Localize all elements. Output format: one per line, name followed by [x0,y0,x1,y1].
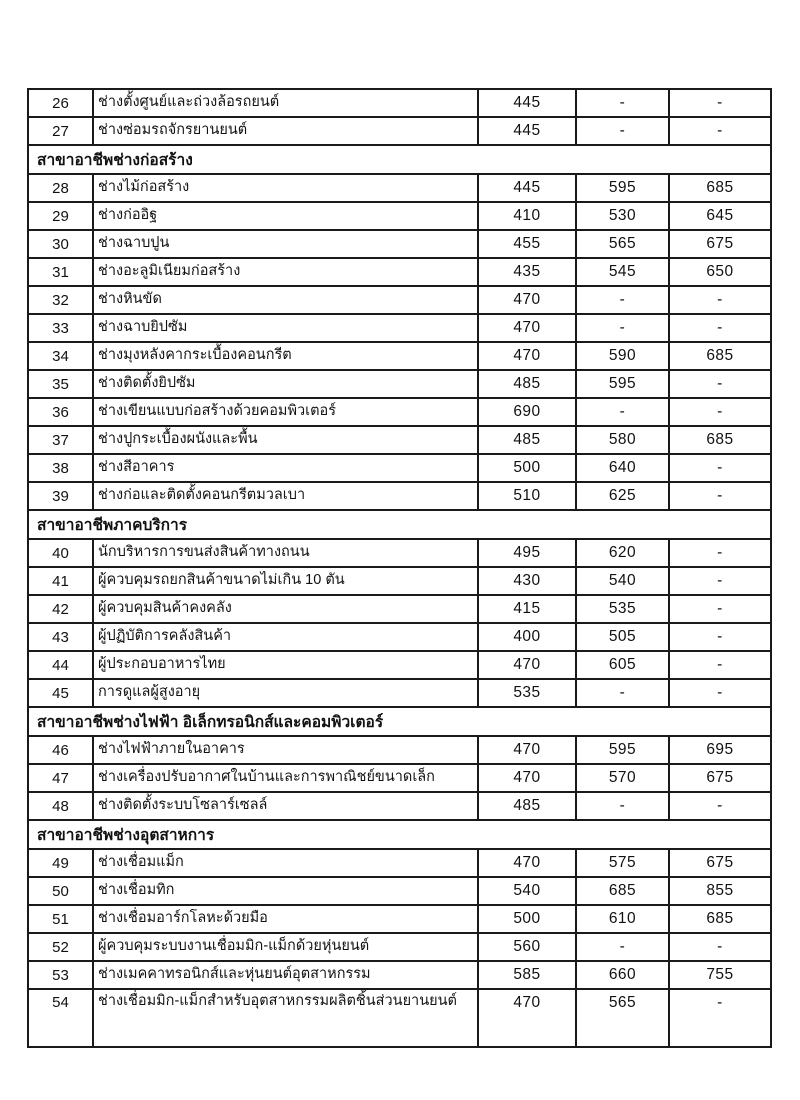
section-header: สาขาอาชีพช่างก่อสร้าง [28,145,771,174]
rate-level-3-cell: - [669,89,771,117]
rate-level-2-cell: 610 [576,905,669,933]
rate-level-2-cell: 685 [576,877,669,905]
rate-level-1-cell: 690 [478,398,576,426]
occupation-cell: ช่างก่อและติดตั้งคอนกรีตมวลเบา [93,482,478,510]
rate-level-2-cell: 530 [576,202,669,230]
occupation-cell: ช่างมุงหลังคากระเบื้องคอนกรีต [93,342,478,370]
occupation-cell: ช่างอะลูมิเนียมก่อสร้าง [93,258,478,286]
rate-level-2-cell: 535 [576,595,669,623]
table-row [28,651,771,679]
table-row [28,989,771,1047]
rate-level-2-cell: 565 [576,989,669,1047]
wage-rate-table [27,88,772,1048]
row-number-cell: 31 [28,258,93,286]
table-row [28,202,771,230]
occupation-cell: ช่างเชื่อมทิก [93,877,478,905]
wage-rate-table-body [28,89,771,1047]
occupation-cell: ช่างซ่อมรถจักรยานยนต์ [93,117,478,145]
occupation-cell: ช่างไม้ก่อสร้าง [93,174,478,202]
rate-level-3-cell: 755 [669,961,771,989]
row-number-cell: 32 [28,286,93,314]
table-row [28,764,771,792]
row-number-cell: 34 [28,342,93,370]
rate-level-1-cell: 445 [478,174,576,202]
rate-level-2-cell: 660 [576,961,669,989]
occupation-cell: ช่างเชื่อมแม็ก [93,849,478,877]
rate-level-3-cell: - [669,792,771,820]
rate-level-1-cell: 470 [478,314,576,342]
rate-level-3-cell: 650 [669,258,771,286]
table-row [28,286,771,314]
row-number-cell: 28 [28,174,93,202]
rate-level-3-cell: - [669,398,771,426]
row-number-cell: 41 [28,567,93,595]
rate-level-2-cell: 590 [576,342,669,370]
row-number-cell: 33 [28,314,93,342]
table-row [28,342,771,370]
table-row [28,398,771,426]
occupation-cell: ช่างหินขัด [93,286,478,314]
row-number-cell: 42 [28,595,93,623]
rate-level-3-cell: - [669,539,771,567]
occupation-cell: ช่างไฟฟ้าภายในอาคาร [93,736,478,764]
rate-level-1-cell: 445 [478,89,576,117]
rate-level-3-cell: 675 [669,849,771,877]
section-header-row [28,820,771,849]
rate-level-1-cell: 510 [478,482,576,510]
occupation-cell: ช่างเชื่อมอาร์กโลหะด้วยมือ [93,905,478,933]
rate-level-3-cell: - [669,595,771,623]
rate-level-3-cell: - [669,454,771,482]
rate-level-2-cell: 595 [576,370,669,398]
rate-level-2-cell: 565 [576,230,669,258]
rate-level-2-cell: 620 [576,539,669,567]
table-row [28,679,771,707]
rate-level-1-cell: 470 [478,849,576,877]
occupation-cell: ช่างเชื่อมมิก-แม็กสำหรับอุตสาหกรรมผลิตชิ้นส่วนยานยนต์ [93,989,478,1047]
occupation-cell: ช่างฉาบยิปซัม [93,314,478,342]
rate-level-1-cell: 415 [478,595,576,623]
rate-level-2-cell: - [576,792,669,820]
rate-level-2-cell: 575 [576,849,669,877]
rate-level-2-cell: - [576,89,669,117]
rate-level-2-cell: - [576,398,669,426]
rate-level-1-cell: 485 [478,370,576,398]
rate-level-1-cell: 400 [478,623,576,651]
rate-level-1-cell: 435 [478,258,576,286]
rate-level-1-cell: 495 [478,539,576,567]
occupation-cell: นักบริหารการขนส่งสินค้าทางถนน [93,539,478,567]
table-row [28,961,771,989]
section-header-row [28,510,771,539]
occupation-cell: ช่างตั้งศูนย์และถ่วงล้อรถยนต์ [93,89,478,117]
rate-level-3-cell: 675 [669,230,771,258]
row-number-cell: 26 [28,89,93,117]
rate-level-1-cell: 470 [478,342,576,370]
rate-level-3-cell: - [669,482,771,510]
rate-level-3-cell: - [669,989,771,1047]
rate-level-3-cell: - [669,117,771,145]
row-number-cell: 43 [28,623,93,651]
table-row [28,314,771,342]
section-header-row [28,145,771,174]
occupation-cell: ผู้ปฏิบัติการคลังสินค้า [93,623,478,651]
rate-level-2-cell: 570 [576,764,669,792]
row-number-cell: 53 [28,961,93,989]
table-row [28,370,771,398]
occupation-cell: ช่างเขียนแบบก่อสร้างด้วยคอมพิวเตอร์ [93,398,478,426]
rate-level-3-cell: - [669,370,771,398]
rate-level-2-cell: 545 [576,258,669,286]
rate-level-3-cell: 685 [669,174,771,202]
row-number-cell: 27 [28,117,93,145]
rate-level-3-cell: - [669,567,771,595]
rate-level-3-cell: 685 [669,342,771,370]
table-row [28,89,771,117]
rate-level-3-cell: 645 [669,202,771,230]
rate-level-3-cell: 685 [669,905,771,933]
rate-level-3-cell: - [669,286,771,314]
rate-level-3-cell: 855 [669,877,771,905]
row-number-cell: 44 [28,651,93,679]
section-header-row [28,707,771,736]
rate-level-3-cell: - [669,679,771,707]
rate-level-1-cell: 470 [478,651,576,679]
rate-level-2-cell: - [576,117,669,145]
rate-level-1-cell: 585 [478,961,576,989]
rate-level-1-cell: 410 [478,202,576,230]
rate-level-3-cell: 675 [669,764,771,792]
rate-level-3-cell: 695 [669,736,771,764]
row-number-cell: 36 [28,398,93,426]
table-row [28,623,771,651]
occupation-cell: ช่างก่ออิฐ [93,202,478,230]
rate-level-1-cell: 455 [478,230,576,258]
row-number-cell: 47 [28,764,93,792]
table-row [28,736,771,764]
rate-level-2-cell: 640 [576,454,669,482]
rate-level-2-cell: 580 [576,426,669,454]
rate-level-2-cell: 540 [576,567,669,595]
row-number-cell: 30 [28,230,93,258]
occupation-cell: ช่างติดตั้งระบบโซลาร์เซลล์ [93,792,478,820]
table-row [28,174,771,202]
occupation-cell: ช่างเมคคาทรอนิกส์และหุ่นยนต์อุตสาหกรรม [93,961,478,989]
rate-level-1-cell: 470 [478,764,576,792]
occupation-cell: ผู้ควบคุมระบบงานเชื่อมมิก-แม็กด้วยหุ่นยนต์ [93,933,478,961]
occupation-cell: ช่างเครื่องปรับอากาศในบ้านและการพาณิชย์ขนาดเล็ก [93,764,478,792]
occupation-cell: ช่างสีอาคาร [93,454,478,482]
table-row [28,877,771,905]
rate-level-3-cell: - [669,651,771,679]
occupation-cell: ผู้ควบคุมรถยกสินค้าขนาดไม่เกิน 10 ตัน [93,567,478,595]
rate-level-2-cell: - [576,679,669,707]
row-number-cell: 38 [28,454,93,482]
row-number-cell: 51 [28,905,93,933]
rate-level-2-cell: 595 [576,736,669,764]
table-row [28,792,771,820]
occupation-cell: ช่างติดตั้งยิปซัม [93,370,478,398]
rate-level-1-cell: 470 [478,989,576,1047]
occupation-cell: ผู้ประกอบอาหารไทย [93,651,478,679]
rate-level-1-cell: 500 [478,454,576,482]
row-number-cell: 35 [28,370,93,398]
rate-level-1-cell: 535 [478,679,576,707]
table-row [28,230,771,258]
table-row [28,849,771,877]
rate-level-2-cell: - [576,314,669,342]
rate-level-1-cell: 560 [478,933,576,961]
table-row [28,539,771,567]
table-row [28,482,771,510]
table-row [28,933,771,961]
row-number-cell: 49 [28,849,93,877]
table-row [28,258,771,286]
rate-level-3-cell: - [669,314,771,342]
rate-level-2-cell: - [576,286,669,314]
rate-level-2-cell: - [576,933,669,961]
rate-level-1-cell: 540 [478,877,576,905]
row-number-cell: 29 [28,202,93,230]
rate-level-1-cell: 430 [478,567,576,595]
rate-level-1-cell: 445 [478,117,576,145]
rate-level-2-cell: 625 [576,482,669,510]
table-row [28,567,771,595]
section-header: สาขาอาชีพภาคบริการ [28,510,771,539]
row-number-cell: 48 [28,792,93,820]
row-number-cell: 46 [28,736,93,764]
table-row [28,595,771,623]
rate-level-3-cell: - [669,623,771,651]
rate-level-1-cell: 470 [478,736,576,764]
row-number-cell: 39 [28,482,93,510]
rate-level-1-cell: 470 [478,286,576,314]
table-row [28,426,771,454]
occupation-cell: การดูแลผู้สูงอายุ [93,679,478,707]
rate-level-1-cell: 500 [478,905,576,933]
table-row [28,454,771,482]
occupation-cell: ผู้ควบคุมสินค้าคงคลัง [93,595,478,623]
rate-level-1-cell: 485 [478,792,576,820]
row-number-cell: 45 [28,679,93,707]
rate-level-1-cell: 485 [478,426,576,454]
section-header: สาขาอาชีพช่างอุตสาหการ [28,820,771,849]
row-number-cell: 54 [28,989,93,1047]
table-row [28,117,771,145]
occupation-cell: ช่างฉาบปูน [93,230,478,258]
row-number-cell: 37 [28,426,93,454]
rate-level-2-cell: 595 [576,174,669,202]
rate-level-3-cell: 685 [669,426,771,454]
rate-level-2-cell: 605 [576,651,669,679]
section-header: สาขาอาชีพช่างไฟฟ้า อิเล็กทรอนิกส์และคอมพิวเตอร์ [28,707,771,736]
row-number-cell: 40 [28,539,93,567]
table-row [28,905,771,933]
row-number-cell: 50 [28,877,93,905]
row-number-cell: 52 [28,933,93,961]
rate-level-3-cell: - [669,933,771,961]
rate-level-2-cell: 505 [576,623,669,651]
occupation-cell: ช่างปูกระเบื้องผนังและพื้น [93,426,478,454]
